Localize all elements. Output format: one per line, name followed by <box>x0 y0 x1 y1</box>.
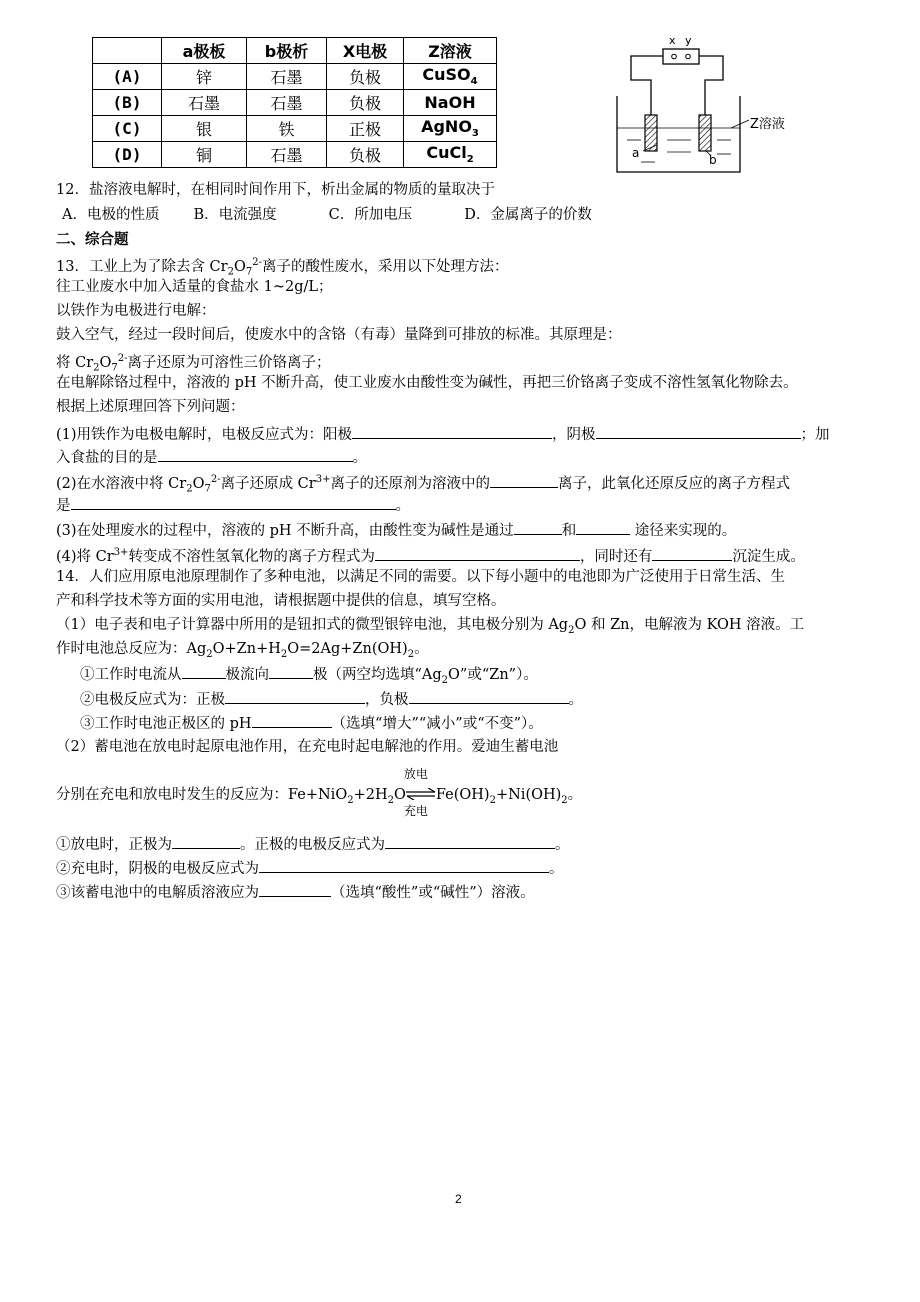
answer-blank[interactable] <box>259 857 549 873</box>
table-cell: CuSO$_4$ <box>404 64 497 90</box>
q12-option-a: A．电极的性质 <box>62 207 160 223</box>
reversible-arrow <box>403 767 436 818</box>
q13-line3: 以铁作为电极进行电解： <box>56 303 216 319</box>
q14-line1: 14．人们应用原电池原理制作了多种电池，以满足不同的需要。以下每小题中的电池即为广泛使用于日常生活、生 <box>56 569 785 585</box>
table-cell: 负极 <box>327 64 404 90</box>
equilibrium-arrow-icon <box>406 788 436 800</box>
q14-item-j2: ②充电时，阴极的电极反应式为 。 <box>56 857 564 879</box>
electrode-b-label: b <box>709 153 717 167</box>
wire-left <box>631 56 663 115</box>
q13-part4: (4)将 $Cr^{3+}$转变成不溶性氢氧化物的离子方程式为 ，同时还有 沉淀生成。 <box>56 543 805 567</box>
table-header-cell: Z溶液 <box>404 38 497 64</box>
table-row <box>93 142 497 168</box>
table-cell: 负极 <box>327 142 404 168</box>
q14-item-j1: ①放电时，正极为 。正极的电极反应式为 。 <box>56 833 570 855</box>
terminal-x <box>672 54 677 59</box>
q12-options <box>62 205 592 225</box>
section-heading: 二、综合题 <box>56 232 129 248</box>
table-cell: (A) <box>93 64 162 90</box>
table-row <box>93 116 497 142</box>
arrow-top-label: 放电 <box>403 767 428 781</box>
options-table <box>92 37 497 168</box>
q13-line5: 将 $Cr_2O_7^{2-}$离子还原为可溶性三价铬离子； <box>56 353 331 374</box>
q13-line6: 在电解除铬过程中，溶液的 pH 不断升高，使工业废水由酸性变为碱性，再把三价铬离子变成不溶性氢氧化物除去。 <box>56 375 798 391</box>
q14-item1: ①工作时电流从 极流向 极（两空均选填“$Ag_2O$”或“Zn”）。 <box>80 663 538 691</box>
answer-blank[interactable] <box>269 663 313 679</box>
table-row <box>93 90 497 116</box>
table-cell: 石墨 <box>247 142 327 168</box>
q14-sub1: （1）电子表和电子计算器中所用的是钮扣式的微型银锌电池，其电极分别为 $Ag_2O$ 和 Zn，电解液为 KOH 溶液。工 <box>56 617 805 636</box>
table-cell: (B) <box>93 90 162 116</box>
beaker <box>617 96 740 172</box>
q12-stem: 12．盐溶液电解时，在相同时间作用下，析出金属的物质的量取决于 <box>56 182 495 198</box>
answer-blank[interactable] <box>514 519 562 535</box>
q12-option-b: B．电流强度 <box>193 207 277 223</box>
table-header-row <box>93 38 497 64</box>
table-row <box>93 64 497 90</box>
table-header-cell <box>93 38 162 64</box>
electrode-b <box>699 115 711 151</box>
table-cell: CuCl$_2$ <box>404 142 497 168</box>
q14-equation: 分别在充电和放电时发生的反应为：$Fe+NiO_2+2H_2O$ 放电 充电 $Fe(OH)_2+Ni(OH)_2$。 <box>56 785 582 811</box>
solution-z-label: Z溶液 <box>750 117 785 132</box>
table-header-cell: b极析 <box>247 38 327 64</box>
answer-blank[interactable] <box>225 688 365 704</box>
wire-right <box>699 56 723 115</box>
electrode-a-label: a <box>632 146 640 160</box>
terminal-x-label: x <box>669 34 676 47</box>
table-cell: 正极 <box>327 116 404 142</box>
answer-blank[interactable] <box>490 472 558 488</box>
answer-blank[interactable] <box>409 688 569 704</box>
table-cell: (D) <box>93 142 162 168</box>
table-cell: 银 <box>162 116 247 142</box>
q14-line2: 产和科学技术等方面的实用电池，请根据题中提供的信息，填写空格。 <box>56 593 506 609</box>
q13-line7: 根据上述原理回答下列问题： <box>56 399 245 415</box>
answer-blank[interactable] <box>375 545 580 561</box>
q12-option-c: C．所加电压 <box>328 207 413 223</box>
answer-blank[interactable] <box>576 519 630 535</box>
q13-part3: (3)在处理废水的过程中，溶液的 pH 不断升高，由酸性变为碱性是通过 和 途径来实现的。 <box>56 519 736 541</box>
table-cell: 石墨 <box>162 90 247 116</box>
table-cell: 石墨 <box>247 90 327 116</box>
q14-item-j3: ③该蓄电池中的电解质溶液应为 （选填“酸性”或“碱性”）溶液。 <box>56 881 535 903</box>
q13-part1-cont: 入食盐的目的是 。 <box>56 446 367 468</box>
answer-blank[interactable] <box>182 663 226 679</box>
terminal-y <box>686 54 691 59</box>
table-cell: 锌 <box>162 64 247 90</box>
q13-part2-cont: 是 。 <box>56 494 410 516</box>
answer-blank[interactable] <box>252 712 332 728</box>
power-source-box <box>663 49 699 64</box>
answer-blank[interactable] <box>172 833 240 849</box>
q14-item3: ③工作时电池正极区的 pH （选填“增大”“减小”或“不变”）。 <box>80 712 543 734</box>
table-cell: NaOH <box>404 90 497 116</box>
q12-option-d: D．金属离子的价数 <box>464 207 592 223</box>
answer-blank[interactable] <box>71 494 396 510</box>
table-cell: 负极 <box>327 90 404 116</box>
table-header-cell: X电极 <box>327 38 404 64</box>
table-cell: AgNO$_3$ <box>404 116 497 142</box>
answer-blank[interactable] <box>352 423 552 439</box>
page-number: 2 <box>455 1192 462 1206</box>
table-cell: 铁 <box>247 116 327 142</box>
q14-sub1-cont: 作时电池总反应为：$Ag_2O+Zn+H_2O=2Ag+Zn(OH)_2$。 <box>56 641 429 660</box>
q13-part2: (2)在水溶液中将 $Cr_2O_7^{2-}$离子还原成 $Cr^{3+}$离子的还原剂为溶液中的 离子，此氧化还原反应的离子方程式 <box>56 470 790 500</box>
q13-line4: 鼓入空气，经过一段时间后，使废水中的含铬（有毒）量降到可排放的标准。其原理是： <box>56 327 622 343</box>
q13-line2: 往工业废水中加入适量的食盐水 1~2g/L； <box>56 279 333 295</box>
table-header-cell: a极板 <box>162 38 247 64</box>
q13-part1: (1)用铁作为电极电解时，电极反应式为：阳极 ，阴极 ；加 <box>56 423 830 445</box>
terminal-y-label: y <box>685 34 692 47</box>
answer-blank[interactable] <box>158 446 353 462</box>
table-cell: 铜 <box>162 142 247 168</box>
arrow-bottom-label: 充电 <box>403 804 428 818</box>
table-cell: (C) <box>93 116 162 142</box>
answer-blank[interactable] <box>596 423 801 439</box>
q14-item2: ②电极反应式为：正极 ，负极 。 <box>80 688 583 710</box>
answer-blank[interactable] <box>259 881 331 897</box>
electrolysis-diagram <box>605 30 815 180</box>
table-cell: 石墨 <box>247 64 327 90</box>
q13-line1: 13．工业上为了除去含 $Cr_2O_7^{2-}$离子的酸性废水，采用以下处理方法： <box>56 257 509 278</box>
q14-sub2: （2）蓄电池在放电时起原电池作用，在充电时起电解池的作用。爱迪生蓄电池 <box>56 739 559 755</box>
answer-blank[interactable] <box>652 545 732 561</box>
answer-blank[interactable] <box>385 833 555 849</box>
